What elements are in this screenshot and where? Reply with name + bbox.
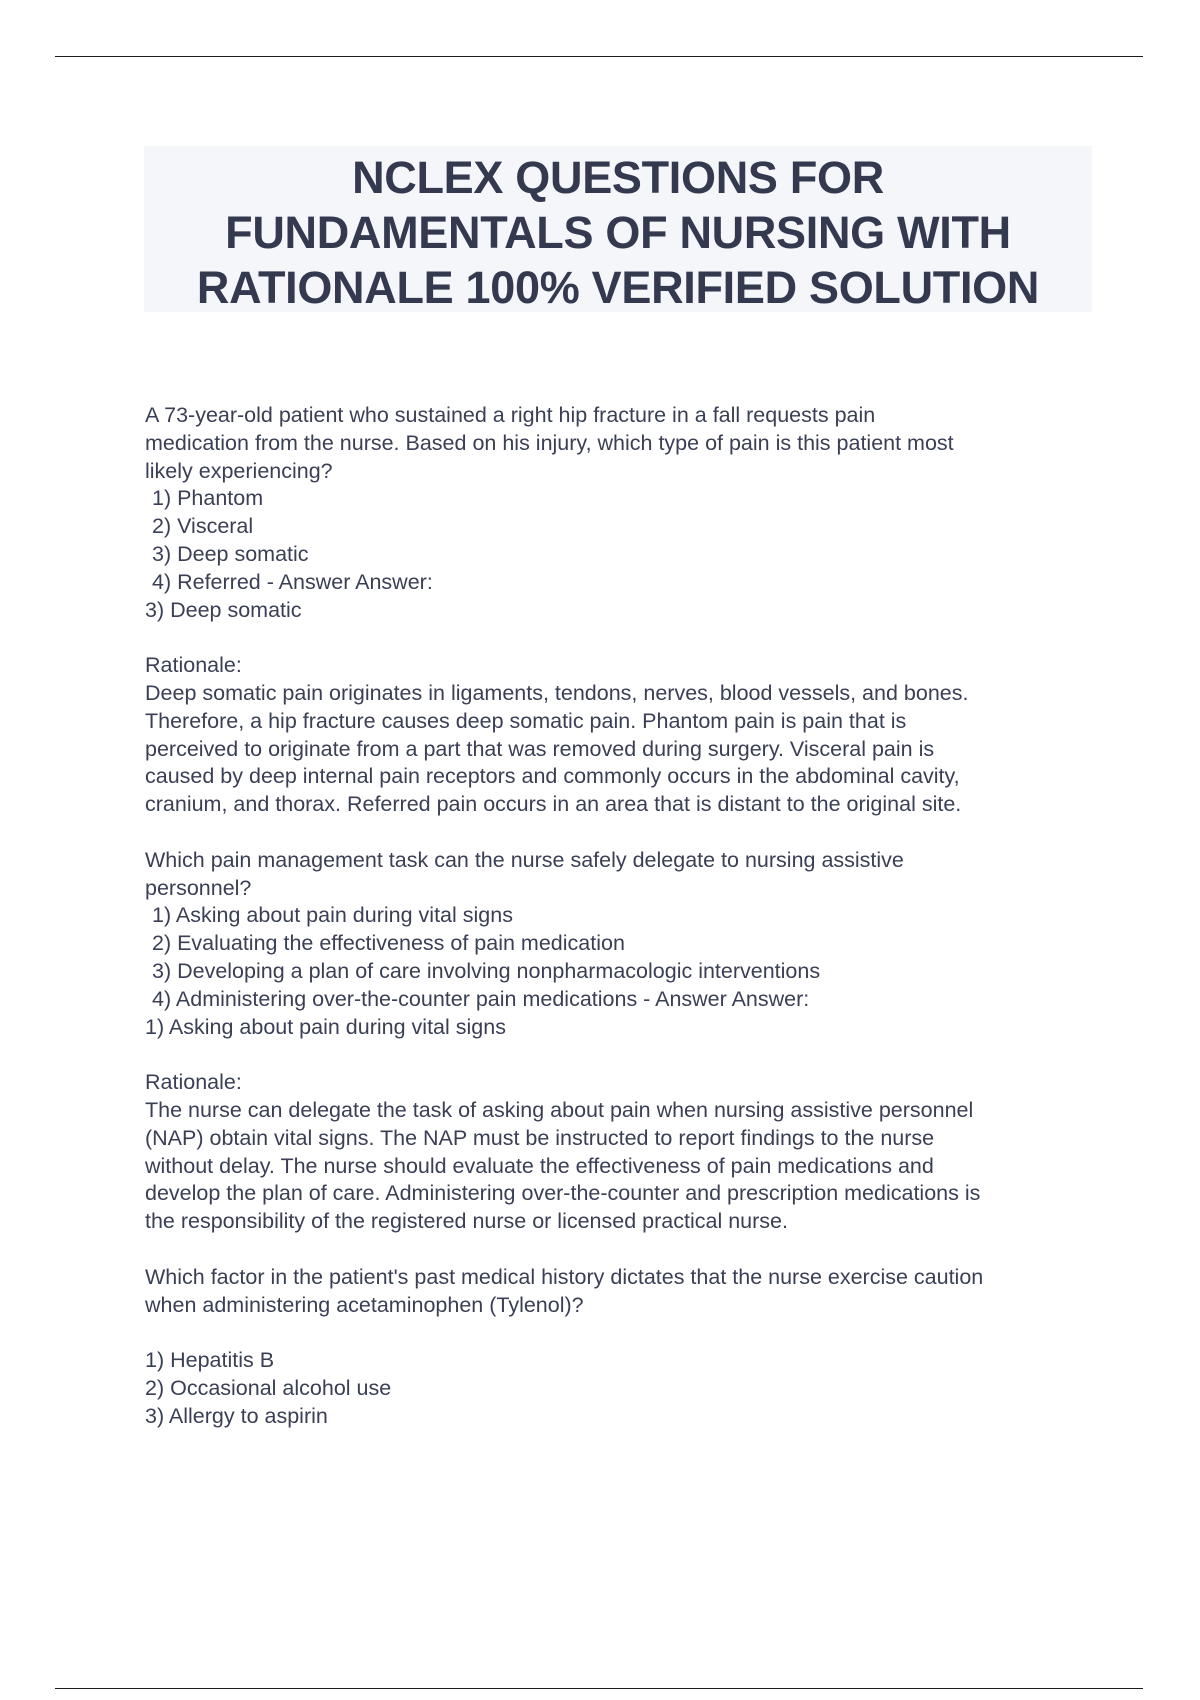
answer-option: 3) Allergy to aspirin bbox=[145, 1403, 328, 1428]
document-title-line: FUNDAMENTALS OF NURSING WITH bbox=[225, 207, 1011, 258]
document-title-block bbox=[144, 146, 1092, 312]
question-stem-line: likely experiencing? bbox=[145, 458, 333, 483]
question-block bbox=[145, 847, 1095, 1236]
question-block bbox=[145, 402, 1095, 819]
answer-option: 3) Deep somatic bbox=[152, 541, 309, 566]
rationale-label: Rationale: bbox=[145, 1070, 242, 1095]
document-body bbox=[145, 402, 1095, 1430]
answer-option: 1) Hepatitis B bbox=[145, 1348, 275, 1373]
rationale-line: (NAP) obtain vital signs. The NAP must be instructed to report findings to the nurse bbox=[145, 1125, 935, 1150]
question-stem-line: personnel? bbox=[145, 875, 252, 900]
rationale-line: Deep somatic pain originates in ligaments, tendons, nerves, blood vessels, and bones. bbox=[145, 680, 969, 705]
answer-option: 3) Developing a plan of care involving nonpharmacologic interventions bbox=[152, 958, 821, 983]
rationale-line: the responsibility of the registered nurse or licensed practical nurse. bbox=[145, 1209, 788, 1234]
rationale-line: perceived to originate from a part that was removed during surgery. Visceral pain is bbox=[145, 736, 935, 761]
answer-option: 2) Visceral bbox=[152, 514, 254, 539]
question-stem-line: Which factor in the patient's past medical history dictates that the nurse exercise caution bbox=[145, 1264, 984, 1289]
rationale-line: The nurse can delegate the task of asking about pain when nursing assistive personnel bbox=[145, 1097, 974, 1122]
question-stem-line: A 73-year-old patient who sustained a right hip fracture in a fall requests pain bbox=[145, 403, 876, 427]
correct-answer: 3) Deep somatic bbox=[145, 597, 302, 622]
top-rule bbox=[55, 56, 1143, 57]
rationale-label: Rationale: bbox=[145, 653, 242, 678]
answer-option: 4) Administering over-the-counter pain medications - Answer Answer: bbox=[152, 986, 810, 1011]
question-stem-line: when administering acetaminophen (Tylenol)? bbox=[145, 1292, 584, 1317]
question-stem-line: Which pain management task can the nurse safely delegate to nursing assistive bbox=[145, 847, 904, 872]
document-title-line: RATIONALE 100% VERIFIED SOLUTION bbox=[196, 262, 1040, 313]
question-block bbox=[145, 1264, 1095, 1431]
answer-option: 2) Evaluating the effectiveness of pain medication bbox=[152, 931, 625, 956]
rationale-line: Therefore, a hip fracture causes deep somatic pain. Phantom pain is pain that is bbox=[145, 708, 907, 733]
question-stem-line: medication from the nurse. Based on his injury, which type of pain is this patient most bbox=[145, 430, 954, 455]
rationale-line: develop the plan of care. Administering over-the-counter and prescription medications is bbox=[145, 1181, 981, 1206]
correct-answer: 1) Asking about pain during vital signs bbox=[145, 1014, 506, 1039]
rationale-line: caused by deep internal pain receptors and commonly occurs in the abdominal cavity, bbox=[145, 764, 960, 789]
answer-option: 1) Phantom bbox=[152, 486, 264, 511]
rationale-line: cranium, and thorax. Referred pain occurs in an area that is distant to the original site. bbox=[145, 792, 962, 817]
bottom-rule bbox=[55, 1688, 1143, 1689]
answer-option: 2) Occasional alcohol use bbox=[145, 1375, 392, 1400]
answer-option: 4) Referred - Answer Answer: bbox=[152, 569, 433, 594]
document-title-line: NCLEX QUESTIONS FOR bbox=[352, 152, 884, 203]
answer-option: 1) Asking about pain during vital signs bbox=[152, 903, 513, 928]
rationale-line: without delay. The nurse should evaluate the effectiveness of pain medications and bbox=[145, 1153, 934, 1178]
